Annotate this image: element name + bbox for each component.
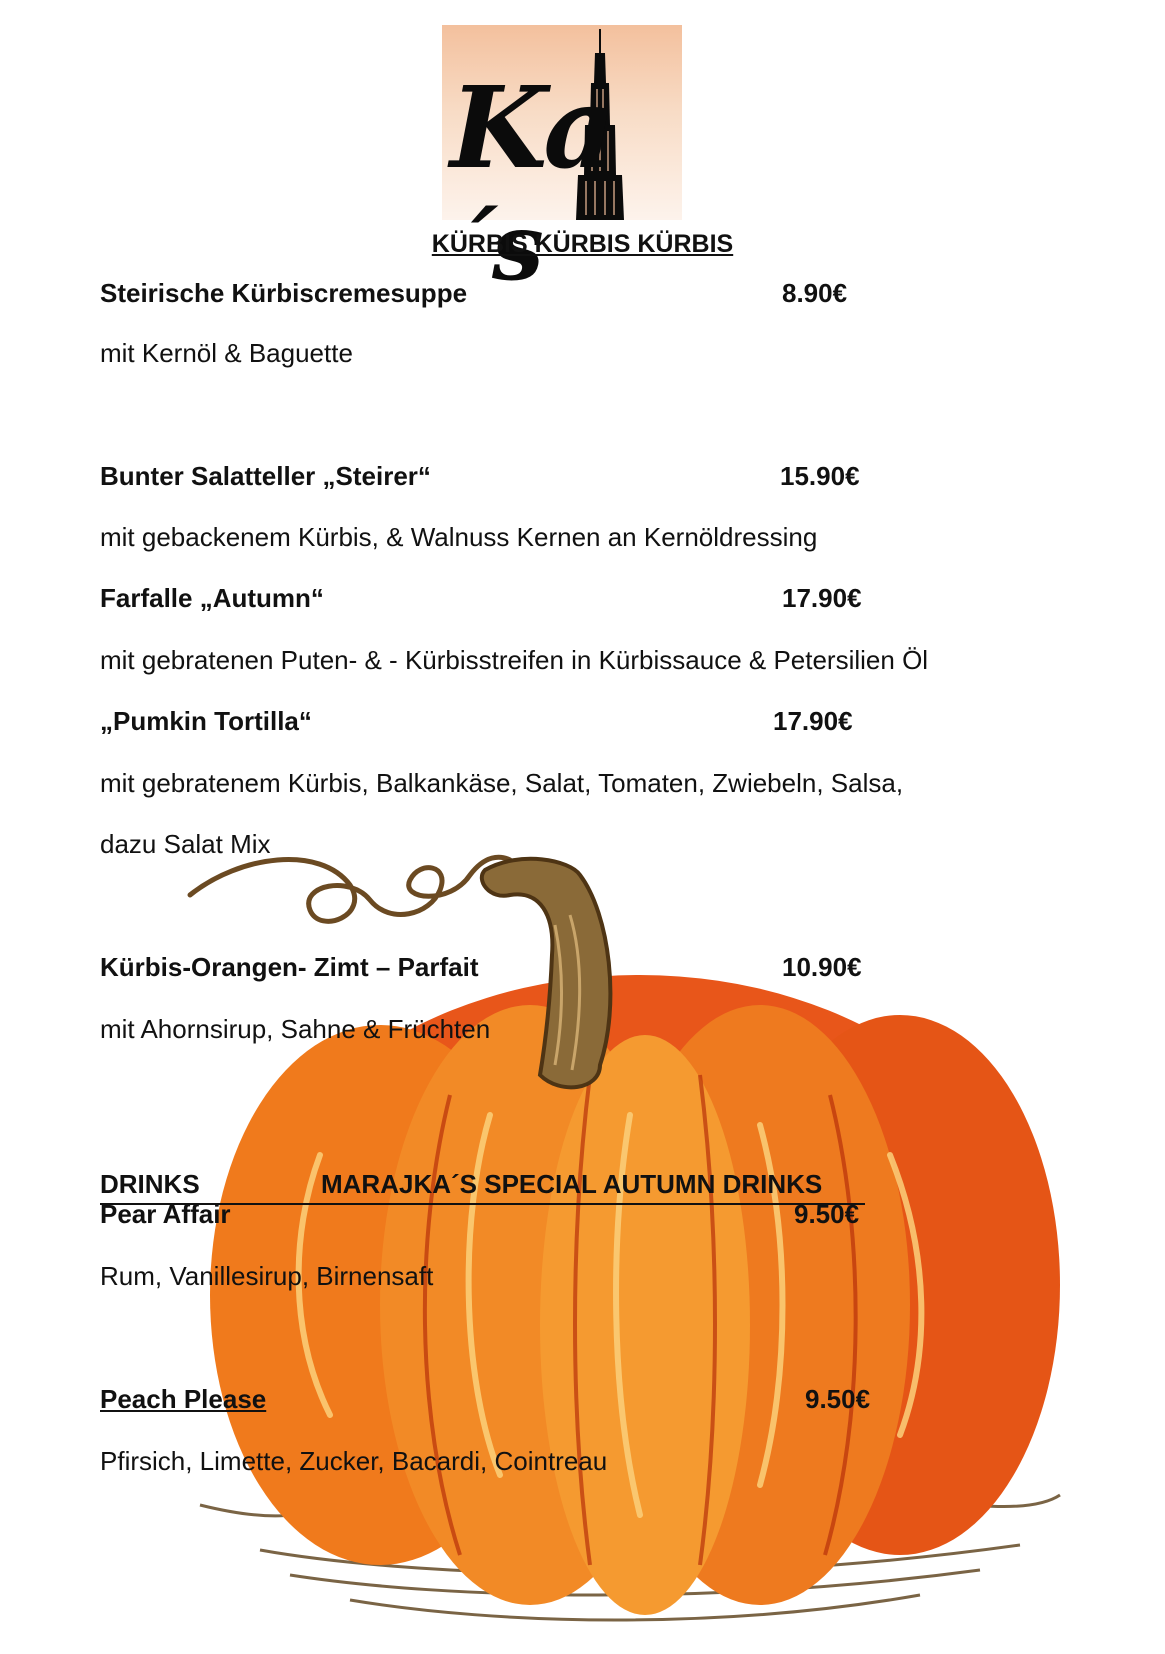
drink-name: Peach Please [100, 1384, 267, 1414]
item-name: Bunter Salatteller „Steirer“ [100, 461, 431, 491]
drink-description: Rum, Vanillesirup, Birnensaft [100, 1261, 434, 1291]
drinks-heading: MARAJKA´S SPECIAL AUTUMN DRINKS [321, 1169, 823, 1199]
drink-price: 9.50€ [805, 1384, 871, 1414]
item-price: 17.90€ [782, 583, 862, 613]
item-name: Steirische Kürbiscremesuppe [100, 278, 468, 308]
logo-text-right: ´s [450, 193, 540, 301]
menu-title: KÜRBIS KÜRBIS KÜRBIS [431, 230, 734, 258]
logo-wordmark [450, 63, 682, 301]
item-price: 8.90€ [782, 278, 848, 308]
drink-description: Pfirsich, Limette, Zucker, Bacardi, Cointreau [100, 1446, 608, 1476]
item-description: mit gebratenem Kürbis, Balkankäse, Salat, Tomaten, Zwiebeln, Salsa, [100, 768, 904, 798]
item-description: mit gebackenem Kürbis, & Walnuss Kernen an Kernöldressing [100, 522, 818, 552]
drink-name: Pear Affair [100, 1199, 231, 1229]
drinks-label: DRINKS [100, 1169, 200, 1199]
item-name: Kürbis-Orangen- Zimt – Parfait [100, 952, 479, 982]
item-price: 15.90€ [780, 461, 860, 491]
item-description: mit gebratenen Puten- & - Kürbisstreifen in Kürbissauce & Petersilien Öl [100, 645, 929, 675]
item-description-continued: dazu Salat Mix [100, 829, 271, 859]
item-price: 17.90€ [773, 706, 853, 736]
item-description: mit Kernöl & Baguette [100, 338, 353, 368]
logo-text-left: Ka [450, 63, 612, 194]
item-description: mit Ahornsirup, Sahne & Früchten [100, 1014, 491, 1044]
drink-price: 9.50€ [794, 1199, 860, 1229]
item-name: Farfalle „Autumn“ [100, 583, 324, 613]
item-price: 10.90€ [782, 952, 862, 982]
item-name: „Pumkin Tortilla“ [100, 706, 312, 736]
